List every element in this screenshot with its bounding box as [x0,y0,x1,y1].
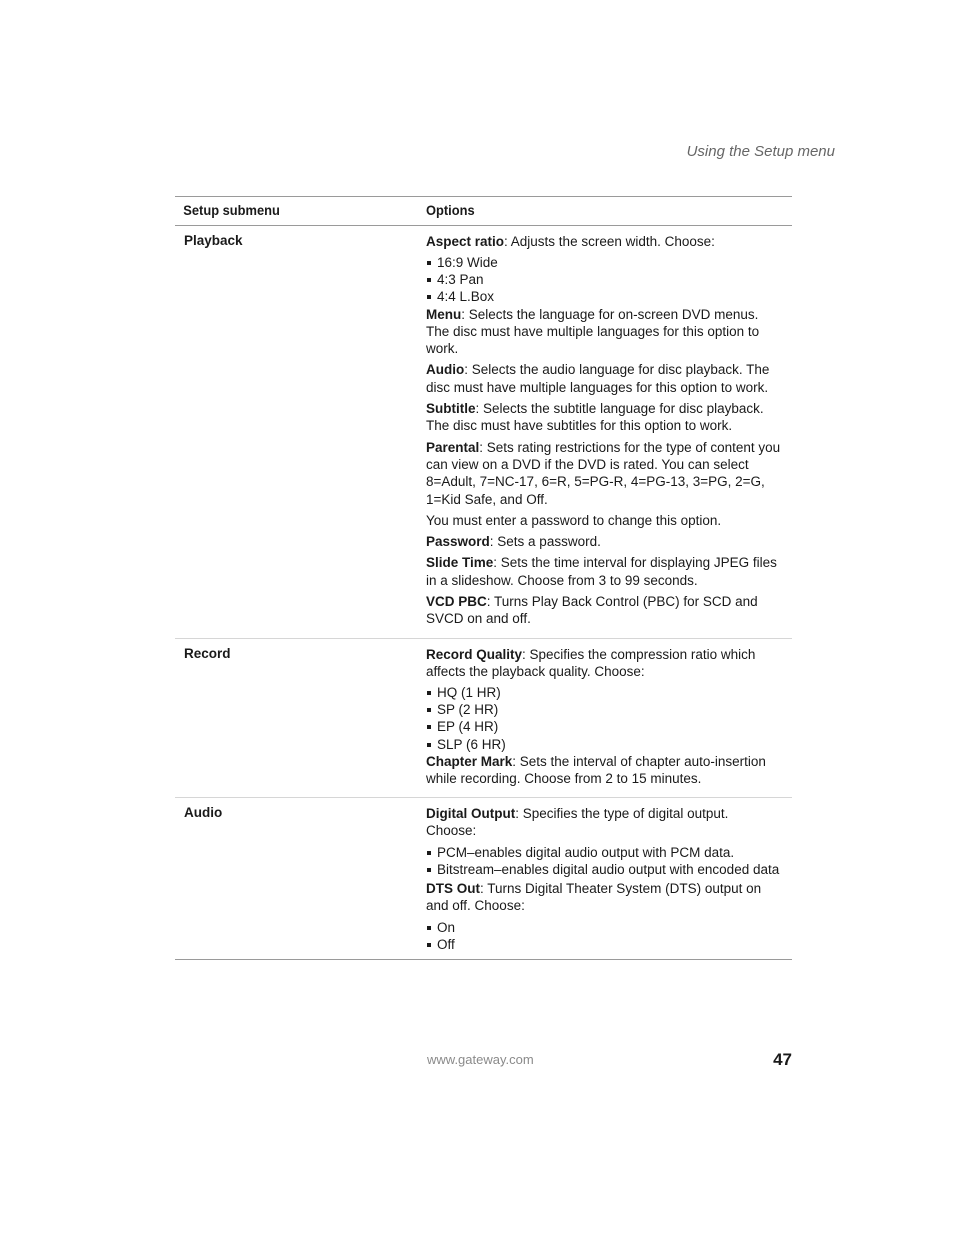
column-header-setup-submenu: Setup submenu [183,202,280,218]
submenu-playback: Playback [184,233,243,248]
record-quality-choices [426,684,782,752]
running-header: Using the Setup menu [686,143,835,160]
column-header-options: Options [426,202,475,218]
setup-options-table [175,196,792,960]
record-options [426,646,792,792]
aspect-ratio-choices [426,254,782,305]
option-subtitle: Subtitle: Selects the subtitle language for disc playback. The disc must have subtitles for this option to work. [426,401,764,434]
list-item: SP (2 HR) [426,701,782,718]
option-chapter-mark: Chapter Mark: Sets the interval of chapter auto-insertion while recording. Choose from 2 to 15 minutes. [426,753,766,786]
list-item: Bitstream–enables digital audio output with encoded data [426,861,782,878]
submenu-audio: Audio [184,805,223,821]
table-row-record [175,639,792,799]
digital-output-choices [426,844,782,878]
submenu-record: Record [184,645,231,661]
list-item: On [426,919,782,936]
list-item: 16:9 Wide [426,254,782,271]
option-aspect-ratio: Aspect ratio: Adjusts the screen width. Choose: [426,234,715,249]
list-item: SLP (6 HR) [426,736,782,753]
list-item: EP (4 HR) [426,718,782,735]
option-password: Password: Sets a password. [426,534,601,550]
list-item: PCM–enables digital audio output with PCM data. [426,844,782,861]
list-item: 4:4 L.Box [426,288,782,305]
option-audio: Audio: Selects the audio language for disc playback. The disc must have multiple languages for this option to work. [426,362,770,395]
option-parental: Parental: Sets rating restrictions for the type of content you can view on a DVD if the DVD is rated. You can select 8=Adult, 7=NC-17, 6=R, 5=PG-R, 4=PG-13, 3=PG, 2=G, 1=Kid Safe, and Off. [426,439,781,507]
dts-out-choices [426,919,782,953]
list-item: HQ (1 HR) [426,684,782,701]
table-header-row [175,197,792,226]
option-menu: Menu: Selects the language for on-screen DVD menus. The disc must have multiple languages for this option to work. [426,306,760,357]
playback-options [426,233,792,632]
footer-url: www.gateway.com [427,1052,534,1067]
audio-options [426,805,792,953]
table-row-playback [175,226,792,639]
password-note: You must enter a password to change this option. [426,512,722,528]
option-vcd-pbc: VCD PBC: Turns Play Back Control (PBC) for SCD and SVCD on and off. [426,594,758,627]
page-number: 47 [773,1050,792,1069]
list-item: Off [426,936,782,953]
option-dts-out: DTS Out: Turns Digital Theater System (DTS) output on and off. Choose: [426,880,762,914]
table-row-audio [175,798,792,960]
option-digital-output: Digital Output: Specifies the type of digital output. Choose: [426,806,729,839]
option-slide-time: Slide Time: Sets the time interval for displaying JPEG files in a slideshow. Choose from 3 to 99 seconds. [426,555,777,588]
list-item: 4:3 Pan [426,271,782,288]
option-record-quality: Record Quality: Specifies the compression ratio which affects the playback quality. Choose: [426,646,756,679]
